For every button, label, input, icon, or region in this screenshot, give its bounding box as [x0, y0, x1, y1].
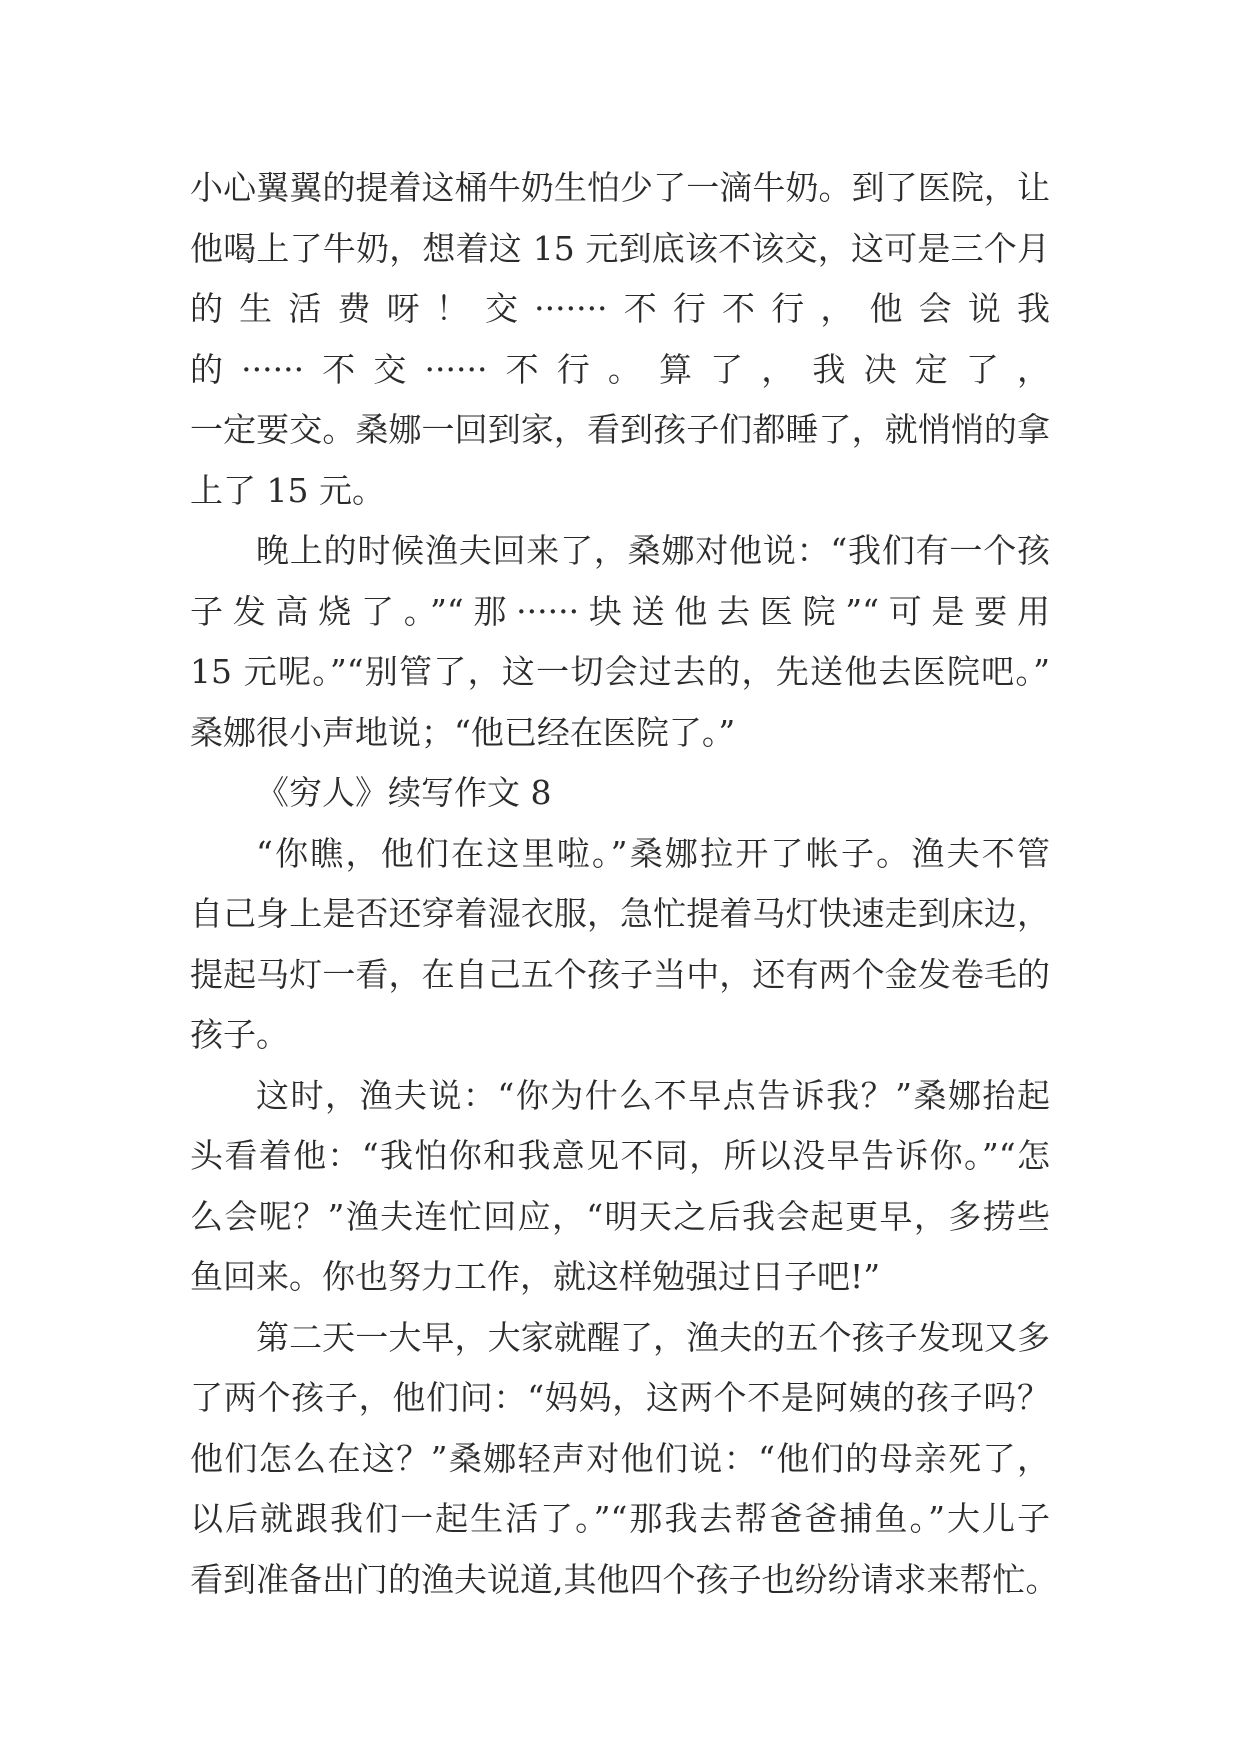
section-title: 《穷人》续写作文 8	[256, 773, 552, 812]
paragraph-first-line: 这时，渔夫说：“你为什么不早点告诉我？”桑娜抬起	[256, 1075, 1050, 1115]
text-line: 上了 15 元。	[190, 470, 385, 510]
text-line: 的······不交······不行。算了，我决定了，	[190, 349, 1050, 389]
text-line: 小心翼翼的提着这桶牛奶生怕少了一滴牛奶。到了医院，让	[190, 168, 1050, 207]
text-line: 提起马灯一看，在自己五个孩子当中，还有两个金发卷毛的	[190, 954, 1050, 994]
text-line: 看到准备出门的渔夫说道,其他四个孩子也纷纷请求来帮忙。	[190, 1559, 1059, 1599]
text-line: 的生活费呀！交·······不行不行，他会说我	[190, 289, 1050, 328]
text-line: 自己身上是否还穿着湿衣服，急忙提着马灯快速走到床边，	[190, 894, 1050, 933]
paragraph-first-line: 晚上的时候渔夫回来了，桑娜对他说：“我们有一个孩	[256, 531, 1050, 570]
paragraph-first-line: 第二天一大早，大家就醒了，渔夫的五个孩子发现又多	[256, 1317, 1050, 1357]
text-line: 么会呢？”渔夫连忙回应，“明天之后我会起更早，多捞些	[190, 1196, 1050, 1236]
text-line: 以后就跟我们一起生活了。”“那我去帮爸爸捕鱼。”大儿子	[190, 1499, 1050, 1538]
text-line: 桑娜很小声地说；“他已经在医院了。”	[190, 712, 736, 752]
text-line: 子发高烧了。”“那······块送他去医院”“可是要用	[190, 591, 1050, 631]
text-line: 他们怎么在这？”桑娜轻声对他们说：“他们的母亲死了，	[190, 1438, 1050, 1478]
text-line: 了两个孩子，他们问：“妈妈，这两个不是阿姨的孩子吗？	[190, 1378, 1050, 1417]
text-line: 他喝上了牛奶，想着这 15 元到底该不该交，这可是三个月	[190, 228, 1050, 268]
text-line: 鱼回来。你也努力工作，就这样勉强过日子吧!”	[190, 1257, 881, 1296]
text-line: 头看着他：“我怕你和我意见不同，所以没早告诉你。”“怎	[190, 1136, 1050, 1175]
text-line: 一定要交。桑娜一回到家，看到孩子们都睡了，就悄悄的拿	[190, 410, 1050, 449]
paragraph-first-line: “你瞧，他们在这里啦。”桑娜拉开了帐子。渔夫不管	[256, 833, 1050, 873]
body-text	[190, 158, 1059, 1610]
text-line: 15 元呢。”“别管了，这一切会过去的，先送他去医院吧。”	[190, 652, 1050, 691]
text-line: 孩子。	[190, 1015, 289, 1054]
